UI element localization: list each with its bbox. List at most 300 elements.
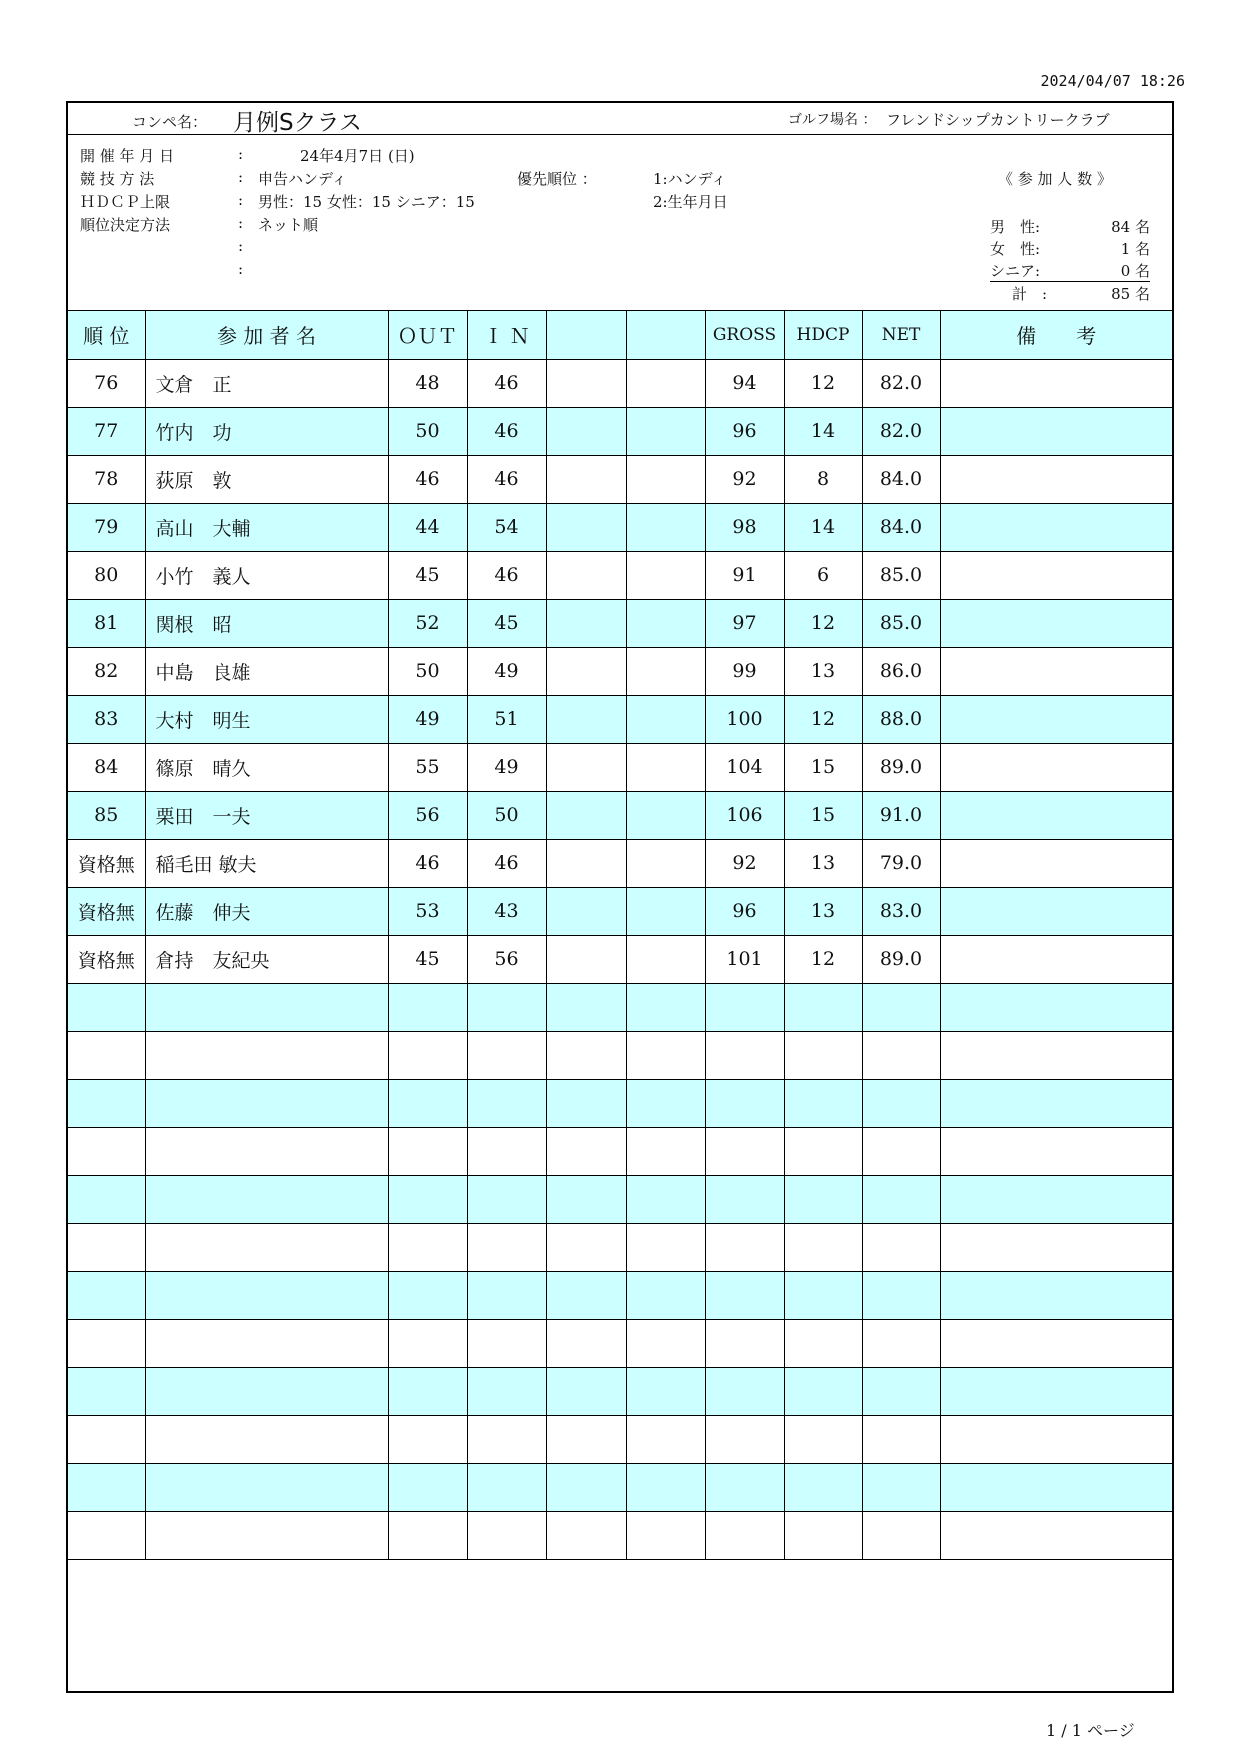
gross-cell: 96 (705, 887, 784, 935)
name-cell (145, 1511, 388, 1559)
method-colon: : (238, 168, 244, 186)
in-cell (467, 1223, 546, 1271)
rank-cell (68, 1463, 145, 1511)
in-cell: 49 (467, 647, 546, 695)
in-cell: 46 (467, 551, 546, 599)
method-value: 申告ハンディ (258, 170, 347, 188)
in-cell (467, 1367, 546, 1415)
in-cell: 46 (467, 359, 546, 407)
hdcp-cell: 15 (784, 791, 862, 839)
header-gross: GROSS (705, 311, 784, 359)
net-cell: 88.0 (862, 695, 940, 743)
gross-cell (705, 1367, 784, 1415)
date-label: 開 催 年 月 日 (80, 147, 175, 165)
in-cell (467, 1271, 546, 1319)
in-cell: 46 (467, 407, 546, 455)
blank-cell (546, 1463, 626, 1511)
hdcp-cell: 8 (784, 455, 862, 503)
header-rank: 順 位 (68, 311, 145, 359)
net-cell: 85.0 (862, 551, 940, 599)
blank-cell (546, 1031, 626, 1079)
blank-cell (626, 1415, 705, 1463)
rank-cell: 80 (68, 551, 145, 599)
name-cell: 倉持 友紀央 (145, 935, 388, 983)
note-cell (940, 743, 1172, 791)
table-row (68, 359, 1172, 407)
table-row (68, 1031, 1172, 1079)
blank-cell (626, 599, 705, 647)
table-row (68, 455, 1172, 503)
gross-cell (705, 983, 784, 1031)
out-cell (388, 1367, 467, 1415)
out-cell (388, 1031, 467, 1079)
table-row (68, 1223, 1172, 1271)
rank-cell: 83 (68, 695, 145, 743)
gross-cell (705, 1127, 784, 1175)
table-row (68, 647, 1172, 695)
net-cell (862, 1463, 940, 1511)
blank-cell (546, 599, 626, 647)
hdcp-cell (784, 1271, 862, 1319)
total-label: 計 : (1012, 284, 1048, 303)
gross-cell: 92 (705, 839, 784, 887)
out-cell (388, 1127, 467, 1175)
blank-cell (546, 743, 626, 791)
table-row (68, 503, 1172, 551)
note-cell (940, 359, 1172, 407)
rank-cell (68, 1511, 145, 1559)
note-cell (940, 599, 1172, 647)
rank-cell (68, 1223, 145, 1271)
hdcp-cell (784, 1319, 862, 1367)
blank-cell (626, 407, 705, 455)
name-cell: 佐藤 伸夫 (145, 887, 388, 935)
rank-cell (68, 1079, 145, 1127)
out-cell (388, 1271, 467, 1319)
in-cell (467, 1175, 546, 1223)
out-cell: 48 (388, 359, 467, 407)
net-cell: 84.0 (862, 503, 940, 551)
table-row (68, 551, 1172, 599)
in-cell: 49 (467, 743, 546, 791)
in-cell: 50 (467, 791, 546, 839)
note-cell (940, 407, 1172, 455)
note-cell (940, 1223, 1172, 1271)
male-count: 84 名 (1111, 217, 1150, 236)
net-cell: 89.0 (862, 743, 940, 791)
header-blank-2 (626, 311, 705, 359)
priority-1: 1:ハンディ (653, 170, 727, 188)
note-cell (940, 1463, 1172, 1511)
out-cell: 46 (388, 455, 467, 503)
blank-cell (626, 1079, 705, 1127)
net-cell (862, 1079, 940, 1127)
hdcp-cell (784, 1511, 862, 1559)
table-row (68, 791, 1172, 839)
gross-cell: 101 (705, 935, 784, 983)
hdcp-cell: 12 (784, 935, 862, 983)
net-cell (862, 1415, 940, 1463)
in-cell (467, 1031, 546, 1079)
rank-cell (68, 1127, 145, 1175)
print-timestamp: 2024/04/07 18:26 (1040, 72, 1185, 90)
gross-cell (705, 1079, 784, 1127)
in-cell (467, 1415, 546, 1463)
out-cell: 44 (388, 503, 467, 551)
in-cell: 51 (467, 695, 546, 743)
hdcp-limit-label: ＨＤＣＰ上限 (80, 193, 171, 211)
rank-method-value: ネット順 (258, 216, 319, 234)
senior-label: シニア: (990, 261, 1041, 280)
net-cell (862, 1031, 940, 1079)
gross-cell (705, 1271, 784, 1319)
name-cell: 高山 大輔 (145, 503, 388, 551)
rank-cell: 資格無 (68, 887, 145, 935)
out-cell (388, 1463, 467, 1511)
name-cell (145, 1223, 388, 1271)
note-cell (940, 1319, 1172, 1367)
blank-cell (546, 647, 626, 695)
net-cell (862, 1511, 940, 1559)
name-cell: 小竹 義人 (145, 551, 388, 599)
name-cell: 関根 昭 (145, 599, 388, 647)
participant-count-title: 《 参 加 人 数 》 (998, 170, 1112, 188)
sheet-header (68, 103, 1172, 135)
gross-cell: 97 (705, 599, 784, 647)
note-cell (940, 455, 1172, 503)
in-cell (467, 983, 546, 1031)
net-cell: 84.0 (862, 455, 940, 503)
blank-cell (626, 551, 705, 599)
hdcp-cell: 13 (784, 647, 862, 695)
out-cell: 52 (388, 599, 467, 647)
rank-cell: 資格無 (68, 839, 145, 887)
name-cell: 栗田 一夫 (145, 791, 388, 839)
hdcp-cell: 13 (784, 887, 862, 935)
net-cell: 79.0 (862, 839, 940, 887)
note-cell (940, 1367, 1172, 1415)
in-cell (467, 1079, 546, 1127)
net-cell (862, 983, 940, 1031)
gross-cell (705, 1511, 784, 1559)
blank-cell (546, 1367, 626, 1415)
net-cell: 82.0 (862, 359, 940, 407)
table-row (68, 407, 1172, 455)
name-cell: 文倉 正 (145, 359, 388, 407)
rank-cell: 85 (68, 791, 145, 839)
rank-cell: 81 (68, 599, 145, 647)
blank-cell (626, 839, 705, 887)
female-count: 1 名 (1120, 239, 1150, 258)
table-row (68, 1175, 1172, 1223)
method-label: 競 技 方 法 (80, 170, 155, 188)
net-cell (862, 1127, 940, 1175)
name-cell: 稲毛田 敏夫 (145, 839, 388, 887)
in-cell: 54 (467, 503, 546, 551)
rank-cell (68, 1031, 145, 1079)
net-cell (862, 1367, 940, 1415)
blank-cell (546, 1319, 626, 1367)
gross-cell (705, 1463, 784, 1511)
note-cell (940, 1127, 1172, 1175)
blank-cell (546, 503, 626, 551)
date-colon: : (238, 145, 244, 163)
hdcp-cell (784, 1223, 862, 1271)
net-cell (862, 1271, 940, 1319)
hdcp-cell: 12 (784, 599, 862, 647)
priority-2: 2:生年月日 (653, 193, 728, 211)
rank-cell: 77 (68, 407, 145, 455)
blank-cell (626, 743, 705, 791)
note-cell (940, 791, 1172, 839)
out-cell (388, 983, 467, 1031)
table-row (68, 695, 1172, 743)
table-row (68, 1415, 1172, 1463)
header-note: 備 考 (940, 311, 1172, 359)
blank-cell (626, 695, 705, 743)
blank-cell (546, 407, 626, 455)
blank-cell (626, 983, 705, 1031)
blank-cell (626, 647, 705, 695)
in-cell: 45 (467, 599, 546, 647)
in-cell (467, 1463, 546, 1511)
out-cell (388, 1511, 467, 1559)
blank-cell (626, 1175, 705, 1223)
hdcp-limit-value: 男性：15 女性：15 シニア：15 (258, 193, 475, 211)
name-cell: 篠原 晴久 (145, 743, 388, 791)
rank-cell: 76 (68, 359, 145, 407)
note-cell (940, 695, 1172, 743)
blank-cell (546, 359, 626, 407)
name-cell (145, 1031, 388, 1079)
blank-cell (626, 1367, 705, 1415)
header-name: 参 加 者 名 (145, 311, 388, 359)
blank-cell (626, 887, 705, 935)
rank-cell: 資格無 (68, 935, 145, 983)
table-row (68, 1271, 1172, 1319)
name-cell (145, 1415, 388, 1463)
blank-cell (626, 1463, 705, 1511)
out-cell: 46 (388, 839, 467, 887)
note-cell (940, 1031, 1172, 1079)
rank-cell: 79 (68, 503, 145, 551)
gross-cell (705, 1175, 784, 1223)
name-cell (145, 1079, 388, 1127)
name-cell (145, 1127, 388, 1175)
blank-cell (626, 1031, 705, 1079)
net-cell: 89.0 (862, 935, 940, 983)
table-row (68, 1511, 1172, 1559)
blank-cell (626, 1127, 705, 1175)
gross-cell: 100 (705, 695, 784, 743)
note-cell (940, 983, 1172, 1031)
name-cell (145, 1271, 388, 1319)
rank-cell: 82 (68, 647, 145, 695)
gross-cell: 96 (705, 407, 784, 455)
gross-cell (705, 1319, 784, 1367)
competition-label: コンペ名： (132, 113, 208, 131)
blank-cell (546, 983, 626, 1031)
note-cell (940, 1511, 1172, 1559)
header-hdcp: HDCP (784, 311, 862, 359)
results-table (68, 311, 1172, 1560)
table-header-row (68, 311, 1172, 359)
blank-cell (546, 791, 626, 839)
blank-cell (546, 1511, 626, 1559)
net-cell (862, 1319, 940, 1367)
blank-colon-1: : (238, 237, 244, 255)
note-cell (940, 887, 1172, 935)
hdcp-cell (784, 1079, 862, 1127)
out-cell: 45 (388, 551, 467, 599)
table-row (68, 599, 1172, 647)
note-cell (940, 935, 1172, 983)
rank-cell (68, 1271, 145, 1319)
out-cell: 55 (388, 743, 467, 791)
blank-cell (626, 455, 705, 503)
blank-cell (546, 1271, 626, 1319)
header-in: Ｉ Ｎ (467, 311, 546, 359)
name-cell (145, 1367, 388, 1415)
note-cell (940, 1415, 1172, 1463)
blank-cell (546, 551, 626, 599)
blank-cell (546, 1127, 626, 1175)
hdcp-cell: 12 (784, 695, 862, 743)
date-value: 24年4月7日 (日) (300, 147, 415, 165)
blank-cell (546, 695, 626, 743)
table-row (68, 1463, 1172, 1511)
table-row (68, 839, 1172, 887)
blank-cell (626, 935, 705, 983)
gross-cell (705, 1031, 784, 1079)
rank-cell (68, 983, 145, 1031)
out-cell (388, 1079, 467, 1127)
name-cell: 大村 明生 (145, 695, 388, 743)
hdcp-cell (784, 1367, 862, 1415)
hdcp-colon: : (238, 191, 244, 209)
net-cell: 91.0 (862, 791, 940, 839)
out-cell: 50 (388, 407, 467, 455)
hdcp-cell: 14 (784, 407, 862, 455)
hdcp-cell (784, 1175, 862, 1223)
hdcp-cell (784, 1127, 862, 1175)
rank-cell (68, 1415, 145, 1463)
name-cell (145, 1175, 388, 1223)
blank-cell (626, 1319, 705, 1367)
gross-cell (705, 1415, 784, 1463)
net-cell: 86.0 (862, 647, 940, 695)
note-cell (940, 1175, 1172, 1223)
name-cell: 中島 良雄 (145, 647, 388, 695)
blank-cell (546, 1079, 626, 1127)
out-cell (388, 1415, 467, 1463)
note-cell (940, 503, 1172, 551)
priority-label: 優先順位 ： (517, 170, 597, 188)
table-row (68, 743, 1172, 791)
name-cell (145, 983, 388, 1031)
note-cell (940, 839, 1172, 887)
female-label: 女 性: (990, 239, 1041, 258)
note-cell (940, 551, 1172, 599)
blank-cell (546, 1223, 626, 1271)
total-count: 85 名 (1111, 284, 1150, 303)
male-label: 男 性: (990, 217, 1041, 236)
blank-cell (626, 791, 705, 839)
note-cell (940, 647, 1172, 695)
out-cell: 53 (388, 887, 467, 935)
in-cell (467, 1511, 546, 1559)
gross-cell: 92 (705, 455, 784, 503)
senior-count: 0 名 (1120, 261, 1150, 280)
out-cell: 45 (388, 935, 467, 983)
name-cell: 竹内 功 (145, 407, 388, 455)
blank-cell (626, 359, 705, 407)
table-row (68, 1127, 1172, 1175)
header-out: ＯＵＴ (388, 311, 467, 359)
out-cell: 49 (388, 695, 467, 743)
rank-method-label: 順位決定方法 (80, 216, 171, 234)
blank-cell (626, 1271, 705, 1319)
gross-cell: 104 (705, 743, 784, 791)
blank-colon-2: : (238, 260, 244, 278)
hdcp-cell (784, 1463, 862, 1511)
gross-cell: 99 (705, 647, 784, 695)
blank-cell (546, 839, 626, 887)
out-cell (388, 1223, 467, 1271)
competition-name: 月例Sクラス (233, 110, 362, 136)
net-cell (862, 1223, 940, 1271)
blank-cell (626, 1511, 705, 1559)
in-cell: 46 (467, 839, 546, 887)
page-number: 1 / 1 ページ (1046, 1721, 1135, 1740)
hdcp-cell: 13 (784, 839, 862, 887)
table-row (68, 935, 1172, 983)
out-cell: 50 (388, 647, 467, 695)
table-row (68, 1319, 1172, 1367)
table-row (68, 1079, 1172, 1127)
blank-cell (546, 887, 626, 935)
gross-cell: 94 (705, 359, 784, 407)
out-cell (388, 1175, 467, 1223)
course-name: フレンドシップカントリークラブ (886, 111, 1110, 129)
blank-cell (546, 1415, 626, 1463)
note-cell (940, 1079, 1172, 1127)
out-cell (388, 1319, 467, 1367)
rank-cell: 84 (68, 743, 145, 791)
table-row (68, 983, 1172, 1031)
rank-cell (68, 1175, 145, 1223)
rank-cell (68, 1367, 145, 1415)
header-blank-1 (546, 311, 626, 359)
hdcp-cell: 6 (784, 551, 862, 599)
hdcp-cell (784, 1031, 862, 1079)
course-label: ゴルフ場名 ： (788, 112, 877, 128)
competition-info (68, 135, 1172, 311)
net-cell: 82.0 (862, 407, 940, 455)
participant-counts (990, 215, 1150, 304)
blank-cell (546, 935, 626, 983)
hdcp-cell: 14 (784, 503, 862, 551)
name-cell (145, 1463, 388, 1511)
blank-cell (546, 1175, 626, 1223)
gross-cell: 106 (705, 791, 784, 839)
net-cell: 83.0 (862, 887, 940, 935)
gross-cell: 91 (705, 551, 784, 599)
name-cell: 荻原 敦 (145, 455, 388, 503)
hdcp-cell (784, 1415, 862, 1463)
rank-method-colon: : (238, 214, 244, 232)
header-net: NET (862, 311, 940, 359)
